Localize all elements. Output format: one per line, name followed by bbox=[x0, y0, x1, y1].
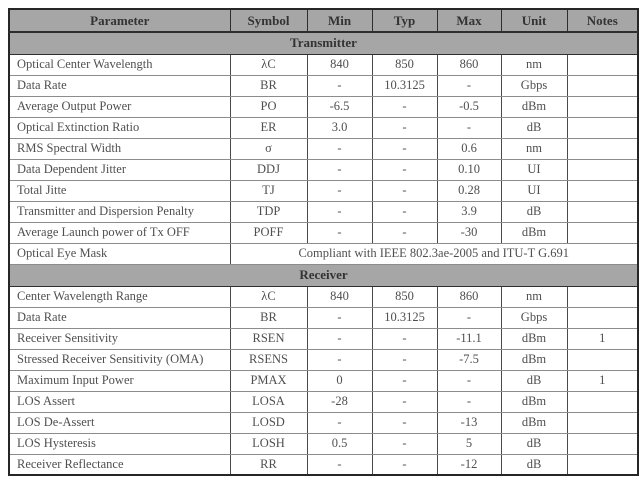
typ-cell: 10.3125 bbox=[372, 75, 437, 96]
parameter-cell: Optical Center Wavelength bbox=[9, 54, 230, 75]
unit-cell: UI bbox=[501, 180, 567, 201]
parameter-cell: Optical Extinction Ratio bbox=[9, 117, 230, 138]
notes-cell: 1 bbox=[567, 370, 638, 391]
min-cell: - bbox=[307, 328, 372, 349]
table-row bbox=[9, 201, 638, 222]
max-cell: 0.10 bbox=[437, 159, 501, 180]
table-row bbox=[9, 391, 638, 412]
max-cell: -11.1 bbox=[437, 328, 501, 349]
table-row bbox=[9, 159, 638, 180]
table-row bbox=[9, 454, 638, 475]
symbol-cell: PMAX bbox=[230, 370, 307, 391]
typ-cell: - bbox=[372, 96, 437, 117]
notes-cell bbox=[567, 454, 638, 475]
unit-cell: dB bbox=[501, 433, 567, 454]
parameter-cell: LOS De-Assert bbox=[9, 412, 230, 433]
unit-cell: dB bbox=[501, 201, 567, 222]
unit-cell: dB bbox=[501, 117, 567, 138]
notes-cell bbox=[567, 180, 638, 201]
max-cell: -13 bbox=[437, 412, 501, 433]
notes-cell bbox=[567, 159, 638, 180]
parameter-cell: Receiver Reflectance bbox=[9, 454, 230, 475]
unit-cell: Gbps bbox=[501, 307, 567, 328]
unit-cell: dBm bbox=[501, 328, 567, 349]
max-cell: 3.9 bbox=[437, 201, 501, 222]
unit-cell: dBm bbox=[501, 349, 567, 370]
symbol-cell: LOSD bbox=[230, 412, 307, 433]
parameter-cell: Average Launch power of Tx OFF bbox=[9, 222, 230, 243]
typ-cell: 850 bbox=[372, 286, 437, 307]
min-cell: - bbox=[307, 349, 372, 370]
symbol-cell: LOSA bbox=[230, 391, 307, 412]
min-cell: -6.5 bbox=[307, 96, 372, 117]
symbol-cell: LOSH bbox=[230, 433, 307, 454]
min-cell: - bbox=[307, 307, 372, 328]
table-header-row bbox=[9, 9, 638, 32]
table-row bbox=[9, 180, 638, 201]
notes-cell bbox=[567, 54, 638, 75]
table-row bbox=[9, 433, 638, 454]
max-cell: 860 bbox=[437, 286, 501, 307]
header-notes: Notes bbox=[567, 9, 638, 32]
symbol-cell: DDJ bbox=[230, 159, 307, 180]
table-row bbox=[9, 222, 638, 243]
section-title: Receiver bbox=[9, 264, 638, 286]
typ-cell: - bbox=[372, 222, 437, 243]
min-cell: - bbox=[307, 180, 372, 201]
table-row bbox=[9, 412, 638, 433]
table-row-optical-eye-mask bbox=[9, 243, 638, 264]
notes-cell bbox=[567, 117, 638, 138]
parameter-cell: LOS Assert bbox=[9, 391, 230, 412]
notes-cell bbox=[567, 138, 638, 159]
min-cell: - bbox=[307, 412, 372, 433]
unit-cell: dB bbox=[501, 370, 567, 391]
spec-table bbox=[8, 8, 639, 476]
max-cell: -7.5 bbox=[437, 349, 501, 370]
typ-cell: - bbox=[372, 328, 437, 349]
min-cell: -28 bbox=[307, 391, 372, 412]
parameter-cell: Center Wavelength Range bbox=[9, 286, 230, 307]
max-cell: - bbox=[437, 117, 501, 138]
parameter-cell: Data Rate bbox=[9, 75, 230, 96]
section-title: Transmitter bbox=[9, 32, 638, 54]
max-cell: - bbox=[437, 391, 501, 412]
typ-cell: - bbox=[372, 201, 437, 222]
table-row bbox=[9, 54, 638, 75]
min-cell: 840 bbox=[307, 286, 372, 307]
symbol-cell: λC bbox=[230, 54, 307, 75]
symbol-cell: RR bbox=[230, 454, 307, 475]
typ-cell: 850 bbox=[372, 54, 437, 75]
symbol-cell: BR bbox=[230, 75, 307, 96]
max-cell: - bbox=[437, 370, 501, 391]
min-cell: 0.5 bbox=[307, 433, 372, 454]
parameter-cell: RMS Spectral Width bbox=[9, 138, 230, 159]
table-row bbox=[9, 349, 638, 370]
min-cell: - bbox=[307, 201, 372, 222]
symbol-cell: ER bbox=[230, 117, 307, 138]
parameter-cell: Average Output Power bbox=[9, 96, 230, 117]
min-cell: - bbox=[307, 75, 372, 96]
section-header-receiver bbox=[9, 264, 638, 286]
unit-cell: UI bbox=[501, 159, 567, 180]
notes-cell bbox=[567, 96, 638, 117]
notes-cell bbox=[567, 222, 638, 243]
notes-cell bbox=[567, 201, 638, 222]
unit-cell: dBm bbox=[501, 222, 567, 243]
symbol-cell: RSENS bbox=[230, 349, 307, 370]
unit-cell: dBm bbox=[501, 96, 567, 117]
min-cell: - bbox=[307, 454, 372, 475]
typ-cell: - bbox=[372, 159, 437, 180]
notes-cell bbox=[567, 391, 638, 412]
unit-cell: dB bbox=[501, 454, 567, 475]
unit-cell: nm bbox=[501, 286, 567, 307]
table-row bbox=[9, 370, 638, 391]
parameter-cell: Stressed Receiver Sensitivity (OMA) bbox=[9, 349, 230, 370]
max-cell: 0.28 bbox=[437, 180, 501, 201]
table-row bbox=[9, 75, 638, 96]
header-unit: Unit bbox=[501, 9, 567, 32]
typ-cell: - bbox=[372, 433, 437, 454]
notes-cell bbox=[567, 75, 638, 96]
symbol-cell: RSEN bbox=[230, 328, 307, 349]
typ-cell: 10.3125 bbox=[372, 307, 437, 328]
max-cell: -0.5 bbox=[437, 96, 501, 117]
notes-cell bbox=[567, 412, 638, 433]
unit-cell: dBm bbox=[501, 412, 567, 433]
section-header-transmitter bbox=[9, 32, 638, 54]
header-min: Min bbox=[307, 9, 372, 32]
typ-cell: - bbox=[372, 180, 437, 201]
symbol-cell: BR bbox=[230, 307, 307, 328]
notes-cell bbox=[567, 349, 638, 370]
table-row bbox=[9, 117, 638, 138]
notes-cell bbox=[567, 433, 638, 454]
table-row bbox=[9, 96, 638, 117]
unit-cell: Gbps bbox=[501, 75, 567, 96]
max-cell: 5 bbox=[437, 433, 501, 454]
notes-cell bbox=[567, 286, 638, 307]
max-cell: -30 bbox=[437, 222, 501, 243]
header-symbol: Symbol bbox=[230, 9, 307, 32]
parameter-cell: Data Dependent Jitter bbox=[9, 159, 230, 180]
min-cell: 0 bbox=[307, 370, 372, 391]
min-cell: 840 bbox=[307, 54, 372, 75]
symbol-cell: PO bbox=[230, 96, 307, 117]
parameter-cell: Maximum Input Power bbox=[9, 370, 230, 391]
max-cell: 860 bbox=[437, 54, 501, 75]
header-typ: Typ bbox=[372, 9, 437, 32]
typ-cell: - bbox=[372, 412, 437, 433]
table-row bbox=[9, 286, 638, 307]
table-row bbox=[9, 328, 638, 349]
typ-cell: - bbox=[372, 391, 437, 412]
table-row bbox=[9, 307, 638, 328]
unit-cell: nm bbox=[501, 138, 567, 159]
typ-cell: - bbox=[372, 117, 437, 138]
table-row bbox=[9, 138, 638, 159]
parameter-cell: LOS Hysteresis bbox=[9, 433, 230, 454]
max-cell: -12 bbox=[437, 454, 501, 475]
symbol-cell: σ bbox=[230, 138, 307, 159]
unit-cell: nm bbox=[501, 54, 567, 75]
typ-cell: - bbox=[372, 454, 437, 475]
compliance-span-cell: Compliant with IEEE 802.3ae-2005 and ITU-T G.691 bbox=[230, 243, 638, 264]
typ-cell: - bbox=[372, 370, 437, 391]
typ-cell: - bbox=[372, 138, 437, 159]
header-max: Max bbox=[437, 9, 501, 32]
parameter-cell: Receiver Sensitivity bbox=[9, 328, 230, 349]
min-cell: 3.0 bbox=[307, 117, 372, 138]
parameter-cell: Total Jitte bbox=[9, 180, 230, 201]
header-parameter: Parameter bbox=[9, 9, 230, 32]
notes-cell bbox=[567, 307, 638, 328]
max-cell: 0.6 bbox=[437, 138, 501, 159]
symbol-cell: POFF bbox=[230, 222, 307, 243]
symbol-cell: λC bbox=[230, 286, 307, 307]
parameter-cell: Data Rate bbox=[9, 307, 230, 328]
min-cell: - bbox=[307, 138, 372, 159]
unit-cell: dBm bbox=[501, 391, 567, 412]
min-cell: - bbox=[307, 222, 372, 243]
symbol-cell: TDP bbox=[230, 201, 307, 222]
max-cell: - bbox=[437, 307, 501, 328]
typ-cell: - bbox=[372, 349, 437, 370]
parameter-cell: Optical Eye Mask bbox=[9, 243, 230, 264]
max-cell: - bbox=[437, 75, 501, 96]
min-cell: - bbox=[307, 159, 372, 180]
notes-cell: 1 bbox=[567, 328, 638, 349]
parameter-cell: Transmitter and Dispersion Penalty bbox=[9, 201, 230, 222]
symbol-cell: TJ bbox=[230, 180, 307, 201]
